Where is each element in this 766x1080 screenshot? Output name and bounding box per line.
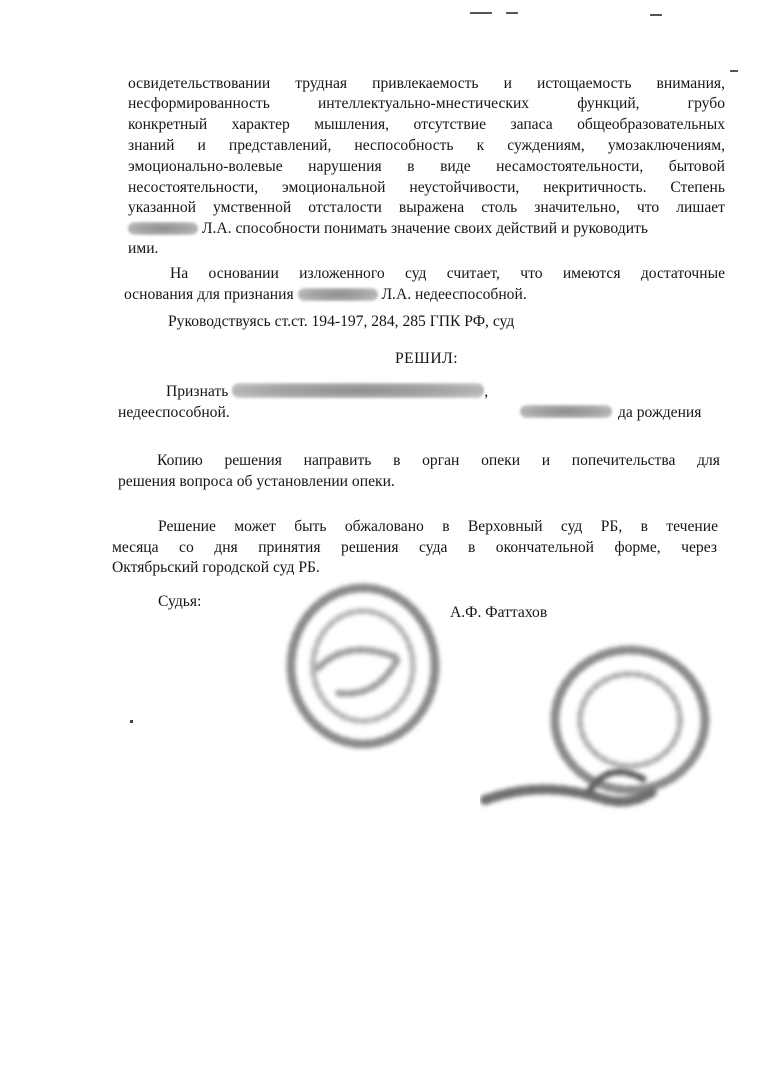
body-line-7: указанной умственной отсталости выражена столь значительно, что лишает <box>128 199 725 216</box>
redacted-surname <box>298 288 378 301</box>
appeal-line-2: месяца со дня принятия решения суда в окончательной форме, через <box>112 539 717 556</box>
birth-year-suffix: да рождения <box>618 404 702 421</box>
recognize-line <box>166 382 763 402</box>
para2-line-2-after: Л.А. недееспособной. <box>381 286 527 303</box>
para2-line-2 <box>124 285 721 305</box>
speck <box>130 720 133 723</box>
body-line-1: освидетельствовании трудная привлекаемость и истощаемость внимания, <box>128 75 725 92</box>
incapable-word: недееспособной. <box>118 404 230 421</box>
body-line-3: конкретный характер мышления, отсутствие запаса общеобразовательных <box>128 116 725 133</box>
judge-label: Судья: <box>158 593 202 610</box>
body-line-8 <box>128 219 725 239</box>
body-line-8-text: Л.А. способности понимать значение своих действий и руководить <box>201 220 648 237</box>
body-line-2: несформированность интеллектуально-мнестических функций, грубо <box>128 95 725 112</box>
body-line-6: несостоятельности, эмоциональной неустойчивости, некритичность. Степень <box>128 179 725 196</box>
blurred-stamp-2 <box>480 640 720 820</box>
para2-line-2-before: основания для признания <box>124 286 294 303</box>
redacted-surname <box>128 222 198 235</box>
copy-line-2: решения вопроса об установлении опеки. <box>118 473 395 490</box>
incapable-line <box>118 403 722 423</box>
blurred-stamp-1 <box>278 578 448 753</box>
copy-line-1: Копию решения направить в орган опеки и попечительства для <box>157 452 720 469</box>
para3: Руководствуясь ст.ст. 194-197, 284, 285 ГПК РФ, суд <box>168 313 515 330</box>
appeal-line-1: Решение может быть обжаловано в Верховный суд РБ, в течение <box>158 518 718 535</box>
redacted-full-name <box>232 383 484 398</box>
appeal-line-3: Октябрьский городской суд РБ. <box>112 559 320 576</box>
body-line-4: знаний и представлений, неспособность к суждениям, умозаключениям, <box>128 137 725 154</box>
body-line-9: ими. <box>128 240 159 257</box>
name-comma: , <box>484 383 489 400</box>
redacted-birth-year <box>520 405 612 418</box>
para2-line-1: На основании изложенного суд считает, что имеются достаточные <box>170 265 725 282</box>
recognize-word: Признать <box>166 383 229 400</box>
decision-heading: РЕШИЛ: <box>394 350 459 367</box>
body-line-5: эмоционально-волевые нарушения в виде несамостоятельности, бытовой <box>128 158 725 175</box>
judge-name: А.Ф. Фаттахов <box>450 604 548 621</box>
